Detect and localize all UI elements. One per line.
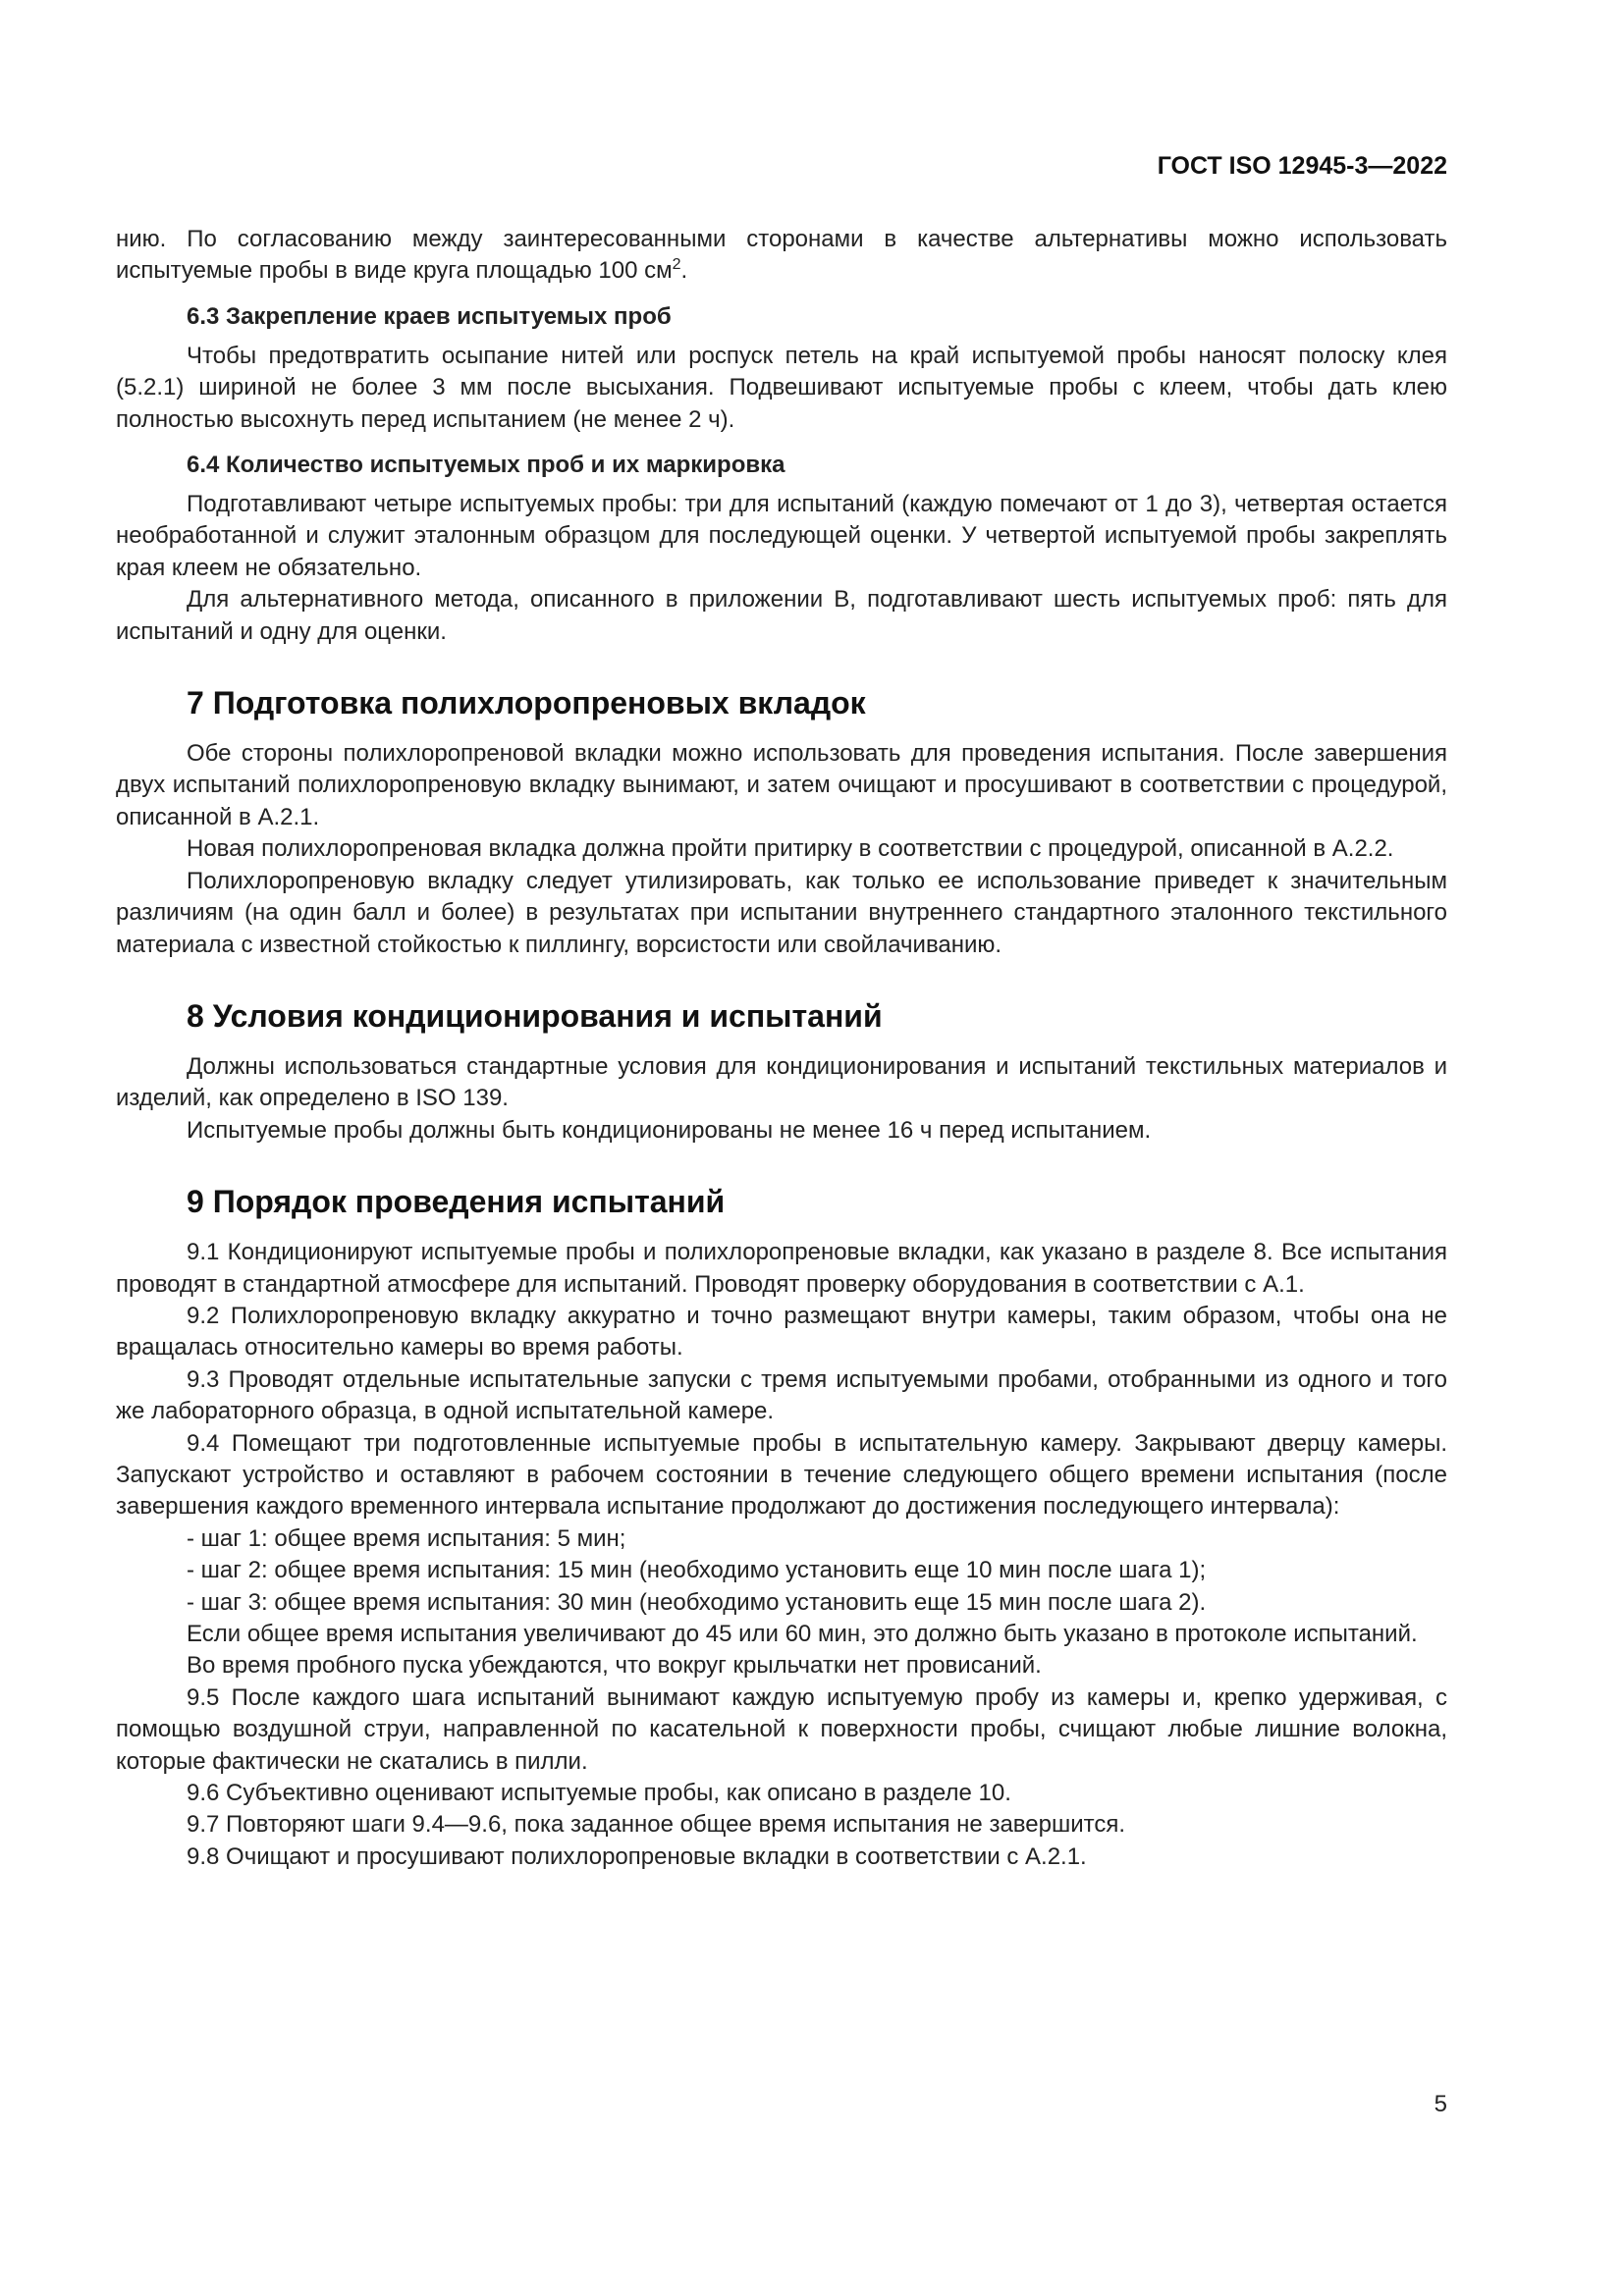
- paragraph: 9.8 Очищают и просушивают полихлоропреновые вкладки в соответствии с А.2.1.: [187, 1842, 1087, 1870]
- paragraph: 9.6 Субъективно оценивают испытуемые пробы, как описано в разделе 10.: [187, 1780, 1011, 1807]
- paragraph: Во время пробного пуска убеждаются, что вокруг крыльчатки нет провисаний.: [187, 1652, 1042, 1680]
- section-title-7: 7 Подготовка полихлоропреновых вкладок: [187, 685, 866, 721]
- continued-paragraph: нию. По согласованию между заинтересованными сторонами в качестве альтернативы можно использовать испытуемые пробы в виде круга площадью 100 $см^2$.: [116, 226, 1447, 285]
- subsection-title-6-4: 6.4 Количество испытуемых проб и их маркировка: [187, 452, 785, 479]
- paragraph: 9.7 Повторяют шаги 9.4—9.6, пока заданное общее время испытания не завершится.: [187, 1811, 1126, 1839]
- paragraph: 9.4 Помещают три подготовленные испытуемые пробы в испытательную камеру. Закрывают дверцу камеры. Запускают устройство и оставляют в рабочем состоянии в течение следующего общего времени испытания (после завершения каждого временного интервала испытание продолжают до достижения последующего интервала):: [116, 1429, 1447, 1521]
- paragraph: Новая полихлоропреновая вкладка должна пройти притирку в соответствии с процедурой, описанной в А.2.2.: [187, 835, 1394, 863]
- superscript: 2: [672, 256, 681, 274]
- section-title-8: 8 Условия кондиционирования и испытаний: [187, 997, 883, 1034]
- paragraph: Полихлоропреновую вкладку следует утилизировать, как только ее использование приведет к значительным различиям (на один балл и более) в результатах при испытании внутреннего стандартного эталонного текстильного материала с известной стойкостью к пиллингу, ворсистости или свойлачиванию.: [116, 867, 1447, 958]
- section-title-9: 9 Порядок проведения испытаний: [187, 1184, 726, 1220]
- paragraph: 9.2 Полихлоропреновую вкладку аккуратно и точно размещают внутри камеры, таким образом, чтобы она не вращалась относительно камеры во время работы.: [116, 1302, 1447, 1362]
- paragraph: Должны использоваться стандартные условия для кондиционирования и испытаний текстильных материалов и изделий, как определено в ISO 139.: [116, 1052, 1447, 1112]
- paragraph: 9.1 Кондиционируют испытуемые пробы и полихлоропреновые вкладки, как указано в разделе 8. Все испытания проводят в стандартной атмосфере для испытаний. Проводят проверку оборудования в соответствии с А.1.: [116, 1239, 1447, 1298]
- paragraph: Чтобы предотвратить осыпание нитей или роспуск петель на край испытуемой пробы наносят полоску клея (5.2.1) шириной не более 3 мм после высыхания. Подвешивают испытуемые пробы с клеем, чтобы дать клею полностью высохнуть перед испытанием (не менее 2 ч).: [116, 342, 1447, 433]
- document-body: [116, 224, 1447, 1873]
- paragraph: Подготавливают четыре испытуемых пробы: три для испытаний (каждую помечают от 1 до 3), четвертая остается необработанной и служит эталонным образцом для последующей оценки. У четвертой испытуемой пробы закреплять края клеем не обязательно.: [116, 491, 1447, 581]
- page-number: 5: [1434, 2091, 1447, 2117]
- list-item: - шаг 1: общее время испытания: 5 мин;: [187, 1524, 626, 1552]
- paragraph: 9.3 Проводят отдельные испытательные запуски с тремя испытуемыми пробами, отобранными из одного и того же лабораторного образца, в одной испытательной камере.: [116, 1365, 1447, 1425]
- paragraph: Для альтернативного метода, описанного в приложении В, подготавливают шесть испытуемых проб: пять для испытаний и одну для оценки.: [116, 586, 1447, 645]
- paragraph: Если общее время испытания увеличивают до 45 или 60 мин, это должно быть указано в протоколе испытаний.: [187, 1621, 1418, 1647]
- subsection-title-6-3: 6.3 Закрепление краев испытуемых проб: [187, 302, 672, 330]
- list-item: - шаг 3: общее время испытания: 30 мин (необходимо установить еще 15 мин после шага 2).: [187, 1588, 1207, 1616]
- paragraph: 9.5 После каждого шага испытаний вынимают каждую испытуемую пробу из камеры и, крепко удерживая, с помощью воздушной струи, направленной по касательной к поверхности пробы, счищают любые лишние волокна, которые фактически не скатались в пилли.: [116, 1683, 1447, 1775]
- document-header: ГОСТ ISO 12945-3—2022: [1157, 152, 1447, 180]
- list-item: - шаг 2: общее время испытания: 15 мин (необходимо установить еще 10 мин после шага 1);: [187, 1557, 1207, 1584]
- paragraph: Обе стороны полихлоропреновой вкладки можно использовать для проведения испытания. После завершения двух испытаний полихлоропреновую вкладку вынимают, и затем очищают и просушивают в соответствии с процедурой, описанной в А.2.1.: [116, 740, 1447, 830]
- paragraph: Испытуемые пробы должны быть кондиционированы не менее 16 ч перед испытанием.: [187, 1116, 1152, 1144]
